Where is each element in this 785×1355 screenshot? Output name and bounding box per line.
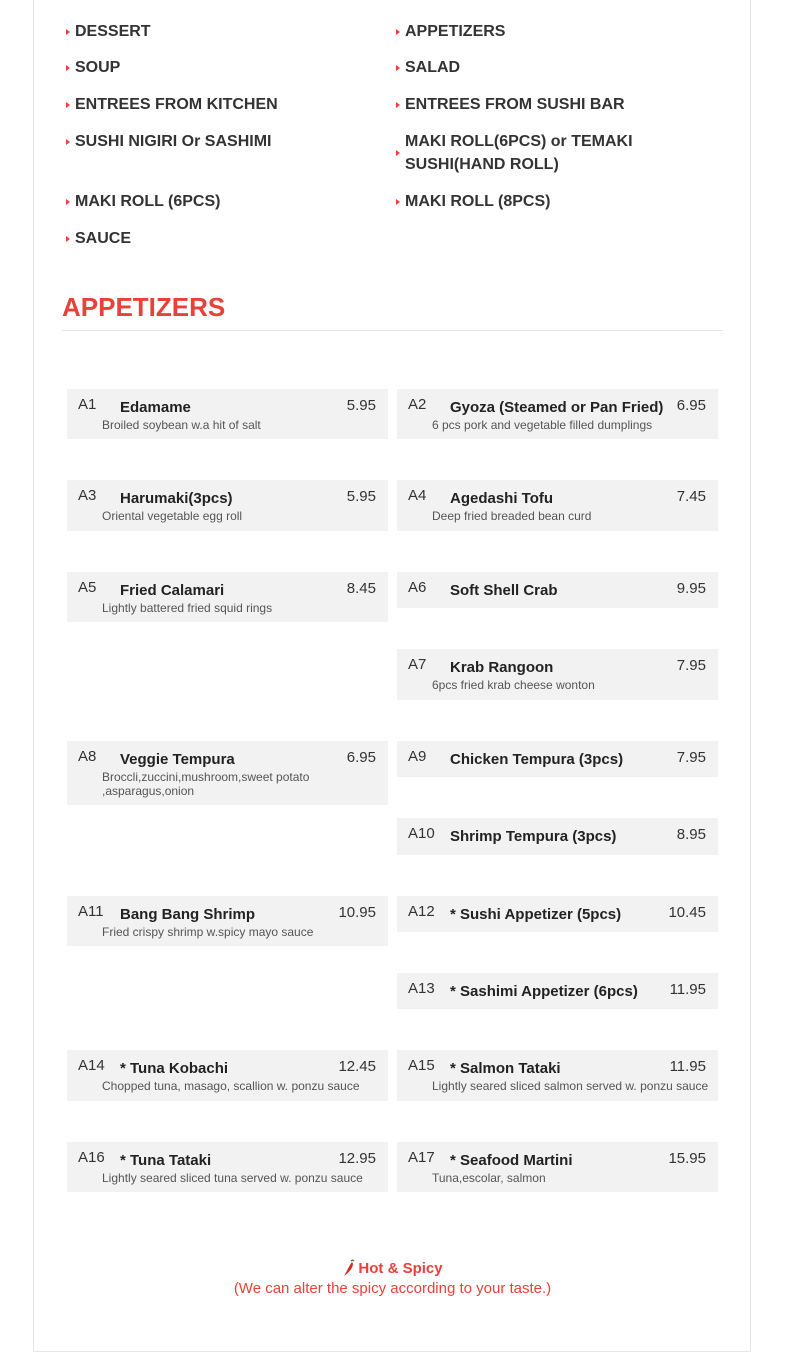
- item-code: A12: [408, 903, 435, 920]
- menu-item-a7[interactable]: [397, 649, 718, 700]
- item-code: A1: [78, 396, 97, 413]
- item-description: Broccli,zuccini,mushroom,sweet potato ,asparagus,onion: [102, 770, 310, 798]
- item-description: Fried crispy shrimp w.spicy mayo sauce: [102, 925, 314, 939]
- item-code: A3: [78, 487, 97, 504]
- item-description: Deep fried breaded bean curd: [432, 509, 592, 523]
- item-description: 6 pcs pork and vegetable filled dumplings: [432, 418, 653, 432]
- item-code: A4: [408, 487, 427, 504]
- item-name: Krab Rangoon: [450, 659, 554, 676]
- item-name: Fried Calamari: [120, 582, 225, 599]
- item-name: * Sushi Appetizer (5pcs): [450, 906, 622, 923]
- arrow-icon: [396, 199, 400, 205]
- spicy-legend-title: Hot & Spicy: [358, 1260, 443, 1277]
- section-divider: [62, 330, 723, 331]
- menu-item-a10[interactable]: [397, 818, 718, 855]
- category-link-sauce[interactable]: SAUCE: [66, 227, 366, 250]
- item-name: Agedashi Tofu: [450, 490, 554, 507]
- item-name: * Sashimi Appetizer (6pcs): [450, 983, 638, 1000]
- menu-item-a13[interactable]: [397, 973, 718, 1009]
- item-code: A2: [408, 396, 427, 413]
- category-link-entrees-kitchen[interactable]: ENTREES FROM KITCHEN: [66, 93, 366, 116]
- item-name: * Tuna Kobachi: [120, 1060, 229, 1077]
- menu-item-a15[interactable]: [397, 1050, 718, 1101]
- item-description: Lightly seared sliced salmon served w. ponzu sauce: [432, 1079, 709, 1093]
- item-code: A16: [78, 1149, 105, 1166]
- arrow-icon: [396, 65, 400, 71]
- item-price: 5.95: [346, 397, 376, 414]
- item-price: 6.95: [346, 749, 376, 766]
- arrow-icon: [396, 29, 400, 35]
- item-code: A15: [408, 1057, 435, 1074]
- item-name: Shrimp Tempura (3pcs): [450, 828, 617, 845]
- menu-item-a9[interactable]: [397, 741, 718, 777]
- category-link-salad[interactable]: SALAD: [396, 56, 696, 79]
- item-description: 6pcs fried krab cheese wonton: [432, 678, 595, 692]
- menu-item-a12[interactable]: [397, 896, 718, 932]
- item-description: Broiled soybean w.a hit of salt: [102, 418, 261, 432]
- item-description: Chopped tuna, masago, scallion w. ponzu sauce: [102, 1079, 360, 1093]
- arrow-icon: [396, 150, 400, 156]
- category-link-maki-8pcs[interactable]: MAKI ROLL (8PCS): [396, 190, 696, 213]
- section-title: APPETIZERS: [62, 292, 226, 322]
- item-code: A10: [408, 825, 435, 842]
- item-code: A7: [408, 656, 427, 673]
- item-price: 10.95: [338, 904, 376, 921]
- item-price: 9.95: [676, 580, 706, 597]
- menu-item-a6[interactable]: [397, 572, 718, 608]
- item-name: Harumaki(3pcs): [120, 490, 233, 507]
- arrow-icon: [66, 102, 70, 108]
- item-description: Lightly battered fried squid rings: [102, 601, 273, 615]
- arrow-icon: [66, 199, 70, 205]
- chili-pepper-icon: [342, 1259, 356, 1277]
- item-description: Tuna,escolar, salmon: [432, 1171, 546, 1185]
- menu-item-a4[interactable]: [397, 480, 718, 531]
- item-price: 11.95: [669, 981, 706, 998]
- item-code: A17: [408, 1149, 435, 1166]
- item-description: Lightly seared sliced tuna served w. ponzu sauce: [102, 1171, 363, 1185]
- menu-item-a8[interactable]: [67, 741, 388, 805]
- arrow-icon: [396, 102, 400, 108]
- menu-item-a14[interactable]: [67, 1050, 388, 1101]
- item-price: 10.45: [668, 904, 706, 921]
- item-price: 15.95: [668, 1150, 706, 1167]
- menu-item-a2[interactable]: [397, 389, 718, 439]
- category-link-maki-temaki[interactable]: MAKI ROLL(6PCS) or TEMAKI SUSHI(HAND ROLL): [396, 130, 686, 176]
- item-price: 5.95: [346, 488, 376, 505]
- arrow-icon: [66, 65, 70, 71]
- item-price: 7.95: [676, 749, 706, 766]
- menu-item-a5[interactable]: [67, 572, 388, 622]
- item-price: 6.95: [676, 397, 706, 414]
- item-price: 12.45: [338, 1058, 376, 1075]
- arrow-icon: [66, 29, 70, 35]
- item-description: Oriental vegetable egg roll: [102, 509, 243, 523]
- menu-item-a17[interactable]: [397, 1142, 718, 1192]
- item-price: 7.45: [676, 488, 706, 505]
- menu-item-a16[interactable]: [67, 1142, 388, 1192]
- category-link-soup[interactable]: SOUP: [66, 56, 366, 79]
- item-name: Chicken Tempura (3pcs): [450, 751, 624, 768]
- category-link-appetizers[interactable]: APPETIZERS: [396, 20, 696, 43]
- item-name: * Tuna Tataki: [120, 1152, 212, 1169]
- item-name: Edamame: [120, 399, 191, 416]
- item-name: Bang Bang Shrimp: [120, 906, 256, 923]
- arrow-icon: [66, 139, 70, 145]
- menu-item-a11[interactable]: [67, 896, 388, 946]
- spicy-legend: [0, 1259, 785, 1279]
- item-code: A9: [408, 748, 427, 765]
- item-price: 8.45: [346, 580, 376, 597]
- item-name: Veggie Tempura: [120, 751, 235, 768]
- item-name: * Seafood Martini: [450, 1152, 573, 1169]
- item-price: 8.95: [676, 826, 706, 843]
- item-name: * Salmon Tataki: [450, 1060, 561, 1077]
- item-price: 11.95: [669, 1058, 706, 1075]
- item-code: A5: [78, 579, 97, 596]
- item-price: 12.95: [338, 1150, 376, 1167]
- item-code: A6: [408, 579, 427, 596]
- category-link-entrees-sushi-bar[interactable]: ENTREES FROM SUSHI BAR: [396, 93, 696, 116]
- item-code: A11: [78, 903, 104, 920]
- category-link-sushi-nigiri[interactable]: SUSHI NIGIRI Or SASHIMI: [66, 130, 366, 153]
- spicy-legend-note: (We can alter the spicy according to your taste.): [233, 1280, 552, 1297]
- item-price: 7.95: [676, 657, 706, 674]
- item-code: A14: [78, 1057, 105, 1074]
- category-link-maki-6pcs[interactable]: MAKI ROLL (6PCS): [66, 190, 366, 213]
- item-code: A8: [78, 748, 97, 765]
- item-code: A13: [408, 980, 435, 997]
- item-name: Soft Shell Crab: [450, 582, 558, 599]
- menu-item-a1[interactable]: [67, 389, 388, 439]
- menu-item-a3[interactable]: [67, 480, 388, 531]
- item-name: Gyoza (Steamed or Pan Fried): [450, 399, 664, 416]
- arrow-icon: [66, 236, 70, 242]
- category-link-dessert[interactable]: DESSERT: [66, 20, 366, 43]
